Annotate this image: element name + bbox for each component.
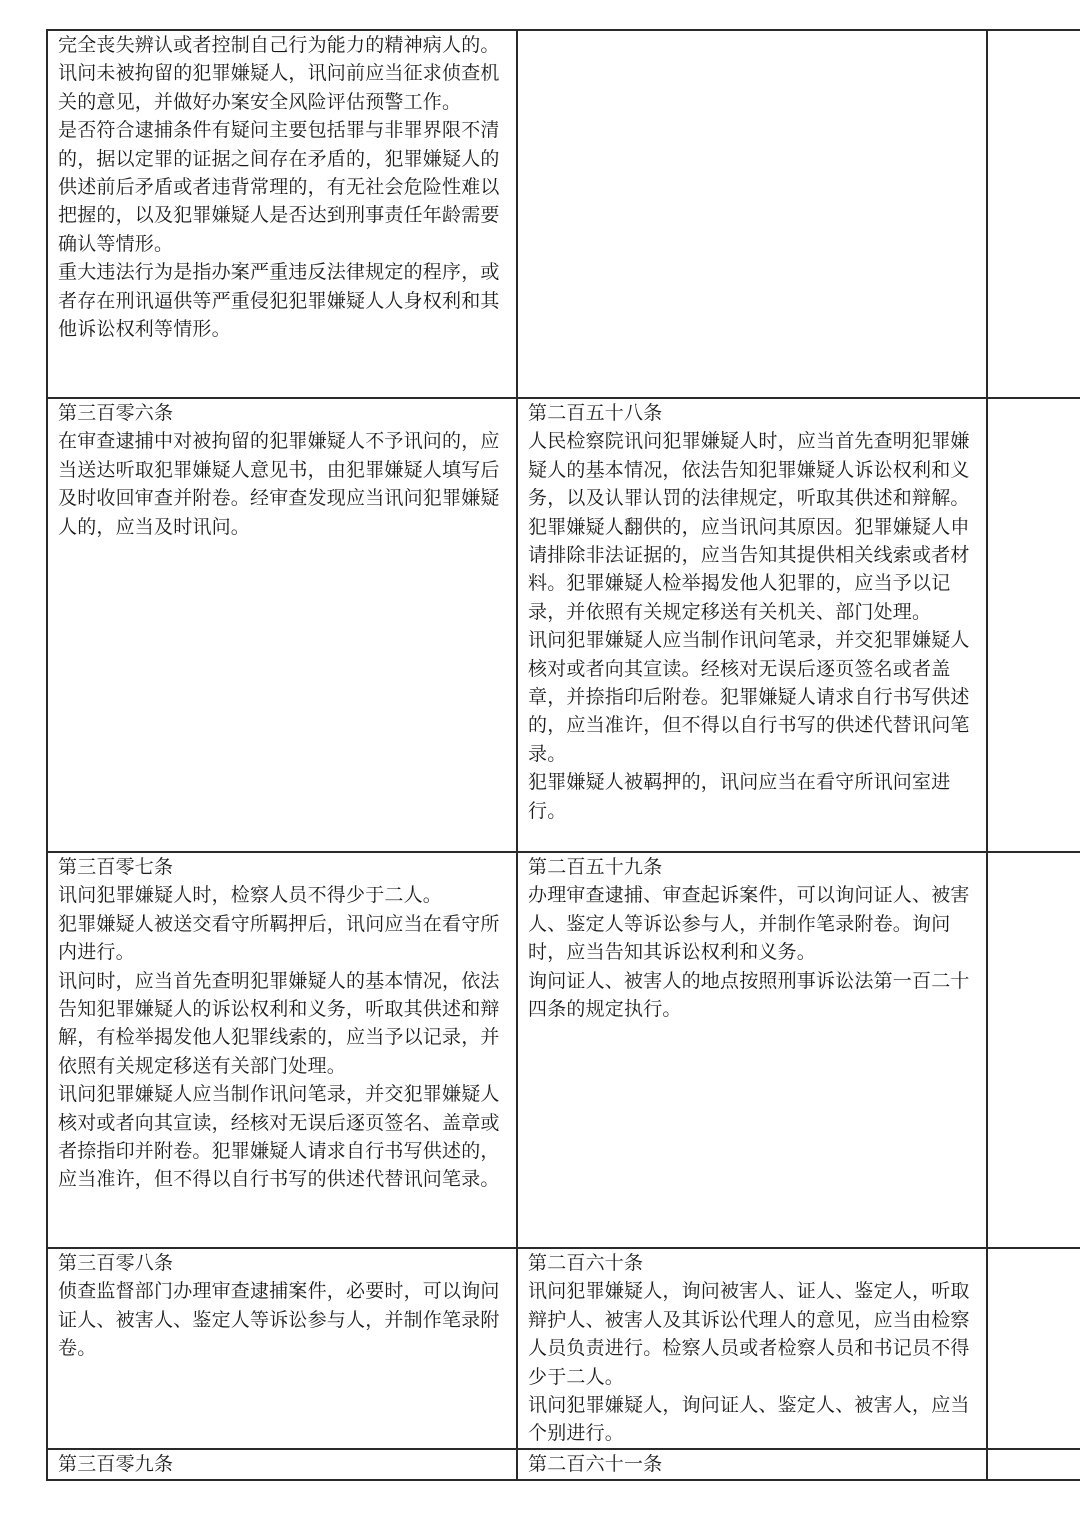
article-paragraph: 人民检察院讯问犯罪嫌疑人时，应当首先查明犯罪嫌疑人的基本情况，依法告知犯罪嫌疑人诉讼权利和义务，以及认罪认罚的法律规定，听取其供述和辩解。犯罪嫌疑人翻供的，应当讯问其原因。犯罪嫌疑人申请排除非法证据的，应当告知其提供相关线索或者材料。犯罪嫌疑人检举揭发他人犯罪的，应当予以记录，并依照有关规定移送有关机关、部门处理。 xyxy=(528,430,970,623)
new-article-cell xyxy=(517,30,987,398)
article-title: 第二百六十一条 xyxy=(528,1452,663,1475)
note-cell xyxy=(987,30,1080,398)
article-title: 第二百五十九条 xyxy=(528,856,663,878)
article-paragraph: 犯罪嫌疑人被羁押的，讯问应当在看守所讯问室进行。 xyxy=(528,771,951,822)
new-article-cell xyxy=(517,852,987,1248)
old-article-cell xyxy=(47,30,517,398)
old-article-cell xyxy=(47,398,517,852)
article-paragraph: 是否符合逮捕条件有疑问主要包括罪与非罪界限不清的，据以定罪的证据之间存在矛盾的，犯罪嫌疑人的供述前后矛盾或者违背常理的，有无社会危险性难以把握的，以及犯罪嫌疑人是否达到刑事责任年龄需要确认等情形。 xyxy=(58,119,500,255)
article-title: 第三百零七条 xyxy=(58,856,174,878)
article-paragraph: 犯罪嫌疑人被送交看守所羁押后，讯问应当在看守所内进行。 xyxy=(58,912,500,964)
article-paragraph: 讯问时，应当首先查明犯罪嫌疑人的基本情况，依法告知犯罪嫌疑人的诉讼权利和义务，听取其供述和辩解，有检举揭发他人犯罪线索的，应当予以记录，并依照有关规定移送有关部门处理。 xyxy=(58,969,500,1077)
article-paragraph: 讯问犯罪嫌疑人，询问证人、鉴定人、被害人，应当个别进行。 xyxy=(528,1394,970,1445)
note-cell xyxy=(987,1449,1080,1480)
article-title: 第二百五十八条 xyxy=(528,402,663,424)
article-paragraph: 讯问犯罪嫌疑人应当制作讯问笔录，并交犯罪嫌疑人核对或者向其宣读，经核对无误后逐页签名、盖章或者捺指印并附卷。犯罪嫌疑人请求自行书写供述的，应当准许，但不得以自行书写的供述代替讯问笔录。 xyxy=(58,1083,500,1191)
article-paragraph: 讯问犯罪嫌疑人应当制作讯问笔录，并交犯罪嫌疑人核对或者向其宣读。经核对无误后逐页签名或者盖章，并捺指印后附卷。犯罪嫌疑人请求自行书写供述的，应当准许，但不得以自行书写的供述代替讯问笔录。 xyxy=(528,629,970,765)
old-article-cell xyxy=(47,852,517,1248)
new-article-cell xyxy=(517,398,987,852)
article-paragraph: 讯问犯罪嫌疑人，询问被害人、证人、鉴定人，听取辩护人、被害人及其诉讼代理人的意见，应当由检察人员负责进行。检察人员或者检察人员和书记员不得少于二人。 xyxy=(528,1280,970,1388)
comparison-table xyxy=(46,29,1080,1481)
table-row xyxy=(47,1248,1080,1449)
old-article-cell xyxy=(47,1248,517,1449)
article-paragraph: 讯问未被拘留的犯罪嫌疑人，讯问前应当征求侦查机关的意见，并做好办案安全风险评估预警工作。 xyxy=(58,62,500,113)
article-paragraph: 办理审查逮捕、审查起诉案件，可以询问证人、被害人、鉴定人等诉讼参与人，并制作笔录附卷。询问时，应当告知其诉讼权利和义务。 xyxy=(528,884,970,964)
note-cell xyxy=(987,398,1080,852)
article-title: 第三百零八条 xyxy=(58,1252,174,1274)
article-paragraph: 在审查逮捕中对被拘留的犯罪嫌疑人不予讯问的，应当送达听取犯罪嫌疑人意见书，由犯罪嫌疑人填写后及时收回审查并附卷。经审查发现应当讯问犯罪嫌疑人的，应当及时讯问。 xyxy=(58,430,500,538)
table-row xyxy=(47,30,1080,398)
article-paragraph: 询问证人、被害人的地点按照刑事诉讼法第一百二十四条的规定执行。 xyxy=(528,969,970,1021)
article-title: 第三百零六条 xyxy=(58,402,174,424)
table-row xyxy=(47,852,1080,1248)
article-title: 第三百零九条 xyxy=(58,1452,174,1475)
new-article-cell xyxy=(517,1248,987,1449)
article-paragraph: 侦查监督部门办理审查逮捕案件，必要时，可以询问证人、被害人、鉴定人等诉讼参与人，并制作笔录附卷。 xyxy=(58,1280,500,1360)
new-article-cell xyxy=(517,1449,987,1480)
table-row xyxy=(47,398,1080,852)
article-paragraph: 讯问犯罪嫌疑人时，检察人员不得少于二人。 xyxy=(58,884,443,907)
old-article-cell xyxy=(47,1449,517,1480)
table-row xyxy=(47,1449,1080,1480)
note-cell xyxy=(987,1248,1080,1449)
article-title: 第二百六十条 xyxy=(528,1252,644,1274)
article-paragraph: 完全丧失辨认或者控制自己行为能力的精神病人的。 xyxy=(58,34,500,56)
article-paragraph: 重大违法行为是指办案严重违反法律规定的程序，或者存在刑讯逼供等严重侵犯犯罪嫌疑人人身权利和其他诉讼权利等情形。 xyxy=(58,261,500,341)
note-cell xyxy=(987,852,1080,1248)
